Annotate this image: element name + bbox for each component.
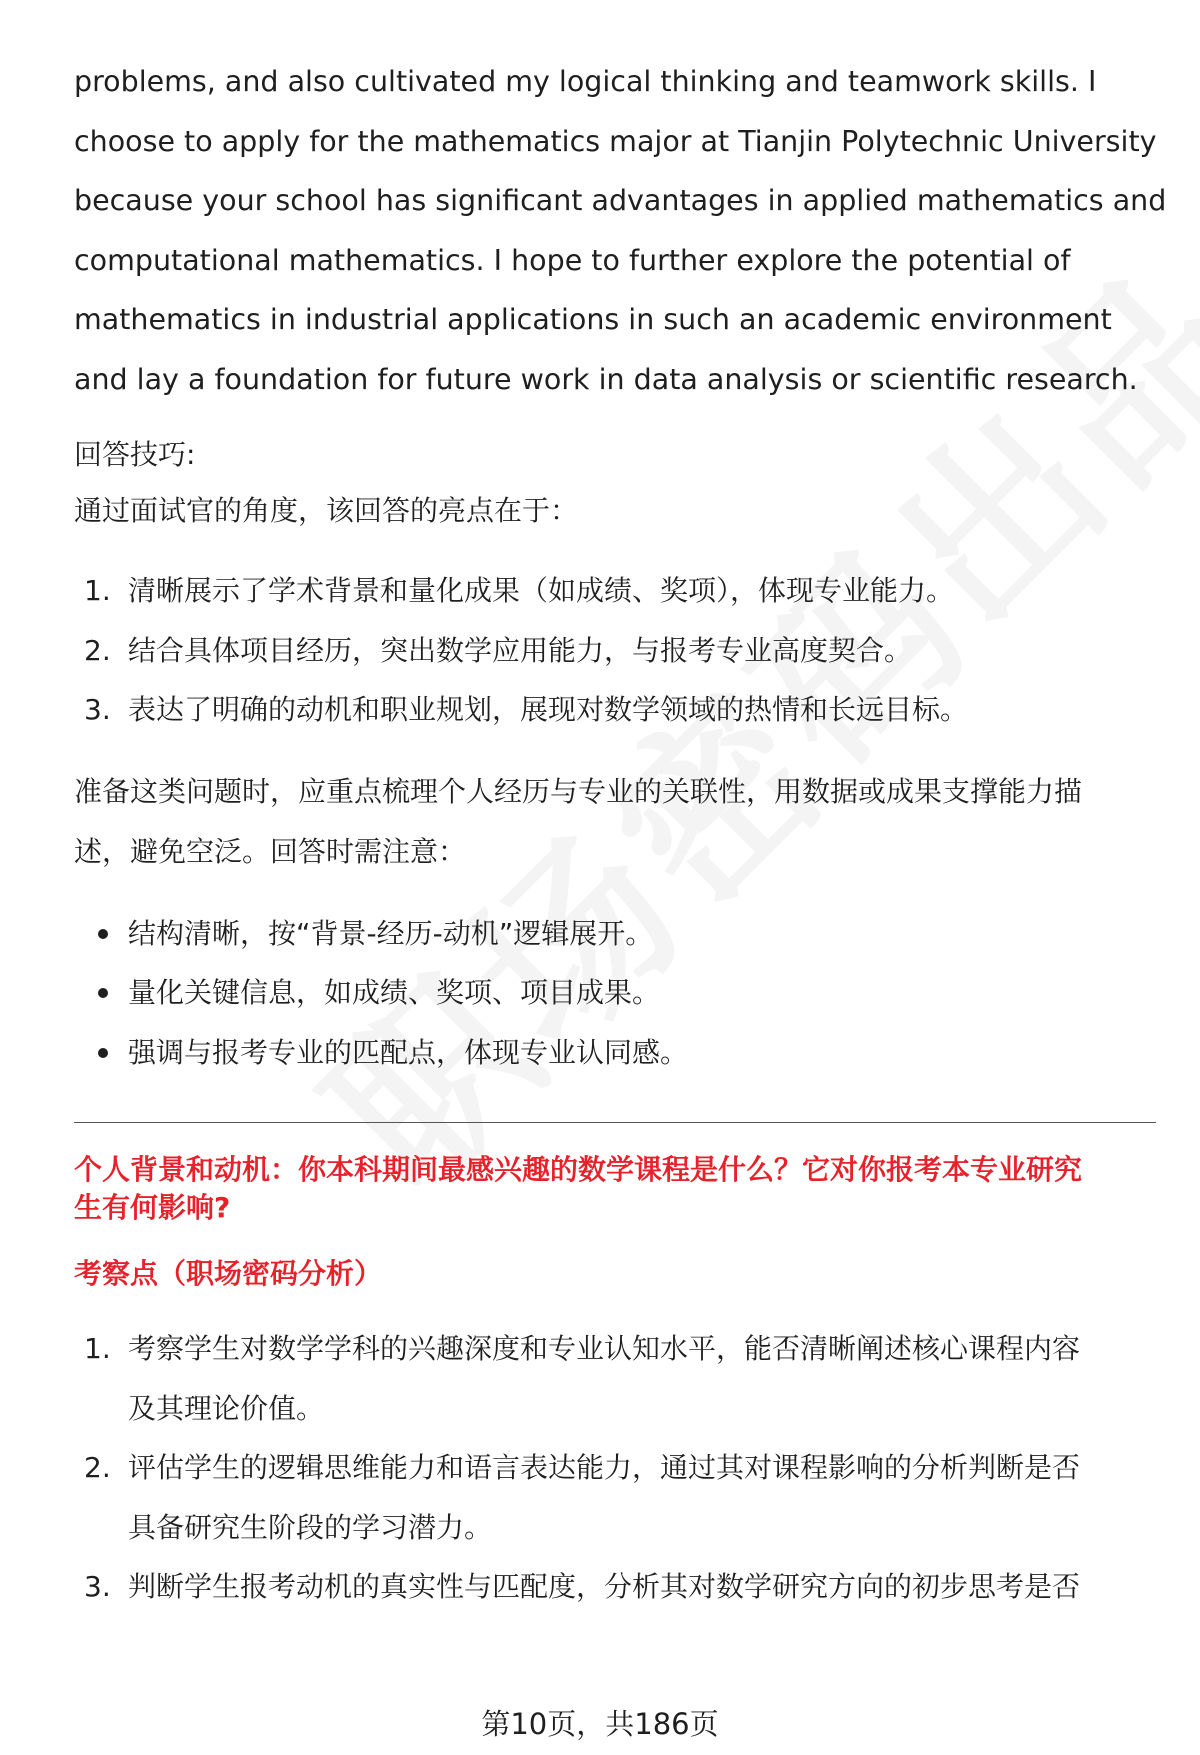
- intro-line: mathematics in industrial applications in such an academic environment: [74, 303, 1112, 336]
- list-text: 具备研究生阶段的学习潜力。: [128, 1510, 493, 1544]
- prep-line: 准备这类问题时，应重点梳理个人经历与专业的关联性，用数据或成果支撑能力描: [74, 774, 1083, 808]
- list-number: 3.: [84, 693, 111, 726]
- prep-paragraph: [74, 762, 1156, 882]
- list-item: [74, 1557, 1156, 1617]
- list-item: [74, 1319, 1156, 1438]
- question-line: 生有何影响?: [74, 1191, 231, 1224]
- bullet-icon: [98, 1048, 108, 1058]
- intro-line: computational mathematics. I hope to further explore the potential of: [74, 243, 1071, 277]
- list-text: 强调与报考专业的匹配点，体现专业认同感。: [128, 1035, 689, 1069]
- list-item: [74, 963, 1156, 1023]
- intro-line: problems, and also cultivated my logical thinking and teamwork skills. I: [74, 65, 1097, 98]
- intro-line: choose to apply for the mathematics major at Tianjin Polytechnic University: [74, 124, 1157, 158]
- list-number: 2.: [84, 633, 111, 667]
- intro-line: because your school has significant advantages in applied mathematics and: [74, 184, 1167, 217]
- exam-points-list: [74, 1319, 1156, 1617]
- list-text: 及其理论价值。: [128, 1391, 325, 1425]
- list-text: 清晰展示了学术背景和量化成果（如成绩、奖项），体现专业能力。: [128, 574, 955, 607]
- bullet-icon: [98, 929, 108, 939]
- exam-points-title: 考察点（职场密码分析）: [74, 1257, 383, 1290]
- list-text: 结构清晰，按“背景-经历-动机”逻辑展开。: [128, 916, 654, 950]
- page-footer: 第10页，共186页: [481, 1707, 719, 1741]
- bullet-icon: [98, 988, 108, 998]
- list-text: 评估学生的逻辑思维能力和语言表达能力，通过其对课程影响的分析判断是否: [128, 1451, 1081, 1484]
- list-text: 量化关键信息，如成绩、奖项、项目成果。: [128, 976, 661, 1009]
- list-item: [74, 680, 1156, 740]
- question-heading: [74, 1151, 1156, 1227]
- tips-intro: 通过面试官的角度，该回答的亮点在于：: [74, 494, 579, 527]
- list-number: 2.: [84, 1451, 111, 1484]
- list-text: 表达了明确的动机和职业规划，展现对数学领域的热情和长远目标。: [128, 693, 969, 726]
- list-number: 1.: [84, 1332, 111, 1365]
- highlights-list: [74, 561, 1156, 740]
- list-item: [74, 1023, 1156, 1083]
- intro-paragraph: [74, 52, 1167, 409]
- list-text: 考察学生对数学学科的兴趣深度和专业认知水平，能否清晰阐述核心课程内容: [128, 1332, 1081, 1365]
- list-item: [74, 621, 1156, 681]
- list-number: 1.: [84, 574, 111, 607]
- list-item: [74, 561, 1156, 621]
- list-item: [74, 1438, 1156, 1557]
- tips-label: 回答技巧:: [74, 438, 196, 471]
- list-number: 3.: [84, 1570, 111, 1603]
- prep-line: 述，避免空泛。回答时需注意：: [74, 834, 467, 868]
- document-page: [74, 52, 1167, 1617]
- list-text: 判断学生报考动机的真实性与匹配度，分析其对数学研究方向的初步思考是否: [128, 1570, 1081, 1603]
- list-text: 结合具体项目经历，突出数学应用能力，与报考专业高度契合。: [128, 633, 913, 667]
- question-line: 个人背景和动机：你本科期间最感兴趣的数学课程是什么？它对你报考本专业研究: [74, 1153, 1083, 1186]
- intro-line: and lay a foundation for future work in data analysis or scientific research.: [74, 362, 1138, 396]
- notes-list: [74, 904, 1156, 1083]
- list-item: [74, 904, 1156, 964]
